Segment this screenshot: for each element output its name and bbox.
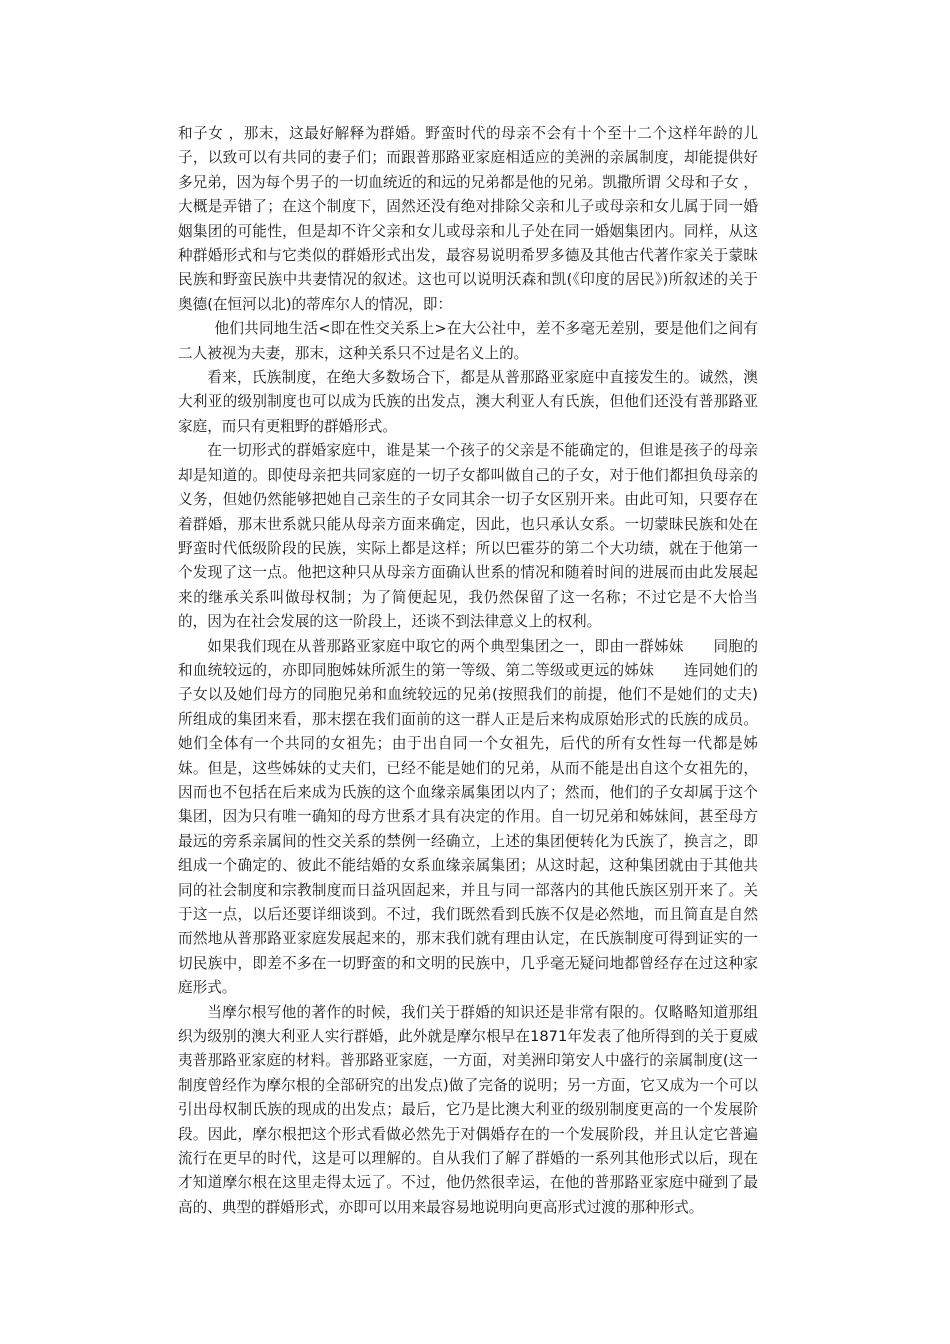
paragraph-2-quote: 他们共同地生活<即在性交关系上>在大公社中，差不多毫无差别，要是他们之间有二人被视为夫妻，那末，这种关系只不过是名义上的。 [178,320,758,362]
paragraph-5: 如果我们现在从普那路亚家庭中取它的两个典型集团之一，即由一群姊妹 同胞的和血统较远的，亦即同胞姊妹所派生的第一等级、第二等级或更远的姊妹 连同她们的子女以及她们母方的同胞兄弟和血统较远的兄弟(按照我们的前提，他们不是她们的丈夫)所组成的集团来看，那末摆在我们面前的这一群人正是后来构成原始形式的氏族的成员。她们全体有一个共同的女祖先；由于出自同一个女祖先，后代的所有女性每一代都是姊妹。但是，这些姊妹的丈夫们，已经不能是她们的兄弟，从而不能是出自这个女祖先的，因而也不包括在后来成为氏族的这个血缘亲属集团以内了；然而，他们的子女却属于这个集团，因为只有唯一确知的母方世系才具有决定的作用。自一切兄弟和姊妹间，甚至母方最远的旁系亲属间的性交关系的禁例一经确立，上述的集团便转化为氏族了，换言之，即组成一个确定的、彼此不能结婚的女系血缘亲属集团；从这时起，这种集团就由于其他共同的社会制度和宗教制度而日益巩固起来，并且与同一部落内的其他氏族区别开来了。关于这一点，以后还要详细谈到。不过，我们既然看到氏族不仅是必然地，而且简直是自然而然地从普那路亚家庭发展起来的，那末我们就有理由认定，在氏族制度可得到证实的一切民族中，即差不多在一切野蛮的和文明的民族中，几乎毫无疑问地都曾经存在过这种家庭形式。 [178,637,758,997]
paragraph-6: 当摩尔根写他的著作的时候，我们关于群婚的知识还是非常有限的。仅略略知道那组织为级别的澳大利亚人实行群婚，此外就是摩尔根早在1871年发表了他所得到的关于夏威夷普那路亚家庭的材料。普那路亚家庭，一方面，对美洲印第安人中盛行的亲属制度(这一制度曾经作为摩尔根的全部研究的出发点)做了完备的说明；另一方面，它又成为一个可以引出母权制氏族的现成的出发点；最后，它乃是比澳大利亚的级别制度更高的一个发展阶段。因此，摩尔根把这个形式看做必然先于对偶婚存在的一个发展阶段，并且认定它普遍流行在更早的时代，这是可以理解的。自从我们了解了群婚的一系列其他形式以后，现在才知道摩尔根在这里走得太远了。不过，他仍然很幸运，在他的普那路亚家庭中碰到了最高的、典型的群婚形式，亦即可以用来最容易地说明向更高形式过渡的那种形式。 [178,1003,758,1216]
paragraph-4: 在一切形式的群婚家庭中，谁是某一个孩子的父亲是不能确定的，但谁是孩子的母亲却是知道的。即使母亲把共同家庭的一切子女都叫做自己的子女，对于他们都担负母亲的义务，但她仍然能够把她自己亲生的子女同其余一切子女区别开来。由此可知，只要存在着群婚，那末世系就只能从母亲方面来确定，因此，也只承认女系。一切蒙昧民族和处在野蛮时代低级阶段的民族，实际上都是这样；所以巴霍芬的第二个大功绩，就在于他第一个发现了这一点。他把这种只从母亲方面确认世系的情况和随着时间的进展而由此发展起来的继承关系叫做母权制；为了简便起见，我仍然保留了这一名称；不过它是不大恰当的，因为在社会发展的这一阶段上，还谈不到法律意义上的权利。 [178,442,758,631]
paragraph-1: 和子女 ，那末，这最好解释为群婚。野蛮时代的母亲不会有十个至十二个这样年龄的儿子，以致可以有共同的妻子们；而跟普那路亚家庭相适应的美洲的亲属制度，却能提供好多兄弟，因为每个男子的一切血统近的和远的兄弟都是他的兄弟。凯撒所谓 父母和子女 ，大概是弄错了；在这个制度下，固然还没有绝对排除父亲和儿子或母亲和女儿属于同一婚姻集团的可能性，但是却不许父亲和女儿或母亲和儿子处在同一婚姻集团内。同样，从这种群婚形式和与它类似的群婚形式出发，最容易说明希罗多德及其他古代著作家关于蒙昧民族和野蛮民族中共妻情况的叙述。这也可以说明沃森和凯(《印度的居民》)所叙述的关于奥德(在恒河以北)的蒂库尔人的情况，即： [178,125,758,313]
paragraph-3: 看来，氏族制度，在绝大多数场合下，都是从普那路亚家庭中直接发生的。诚然，澳大利亚的级别制度也可以成为氏族的出发点，澳大利亚人有氏族，但他们还没有普那路亚家庭，而只有更粗野的群婚形式。 [178,369,758,435]
document-body [178,122,758,1220]
